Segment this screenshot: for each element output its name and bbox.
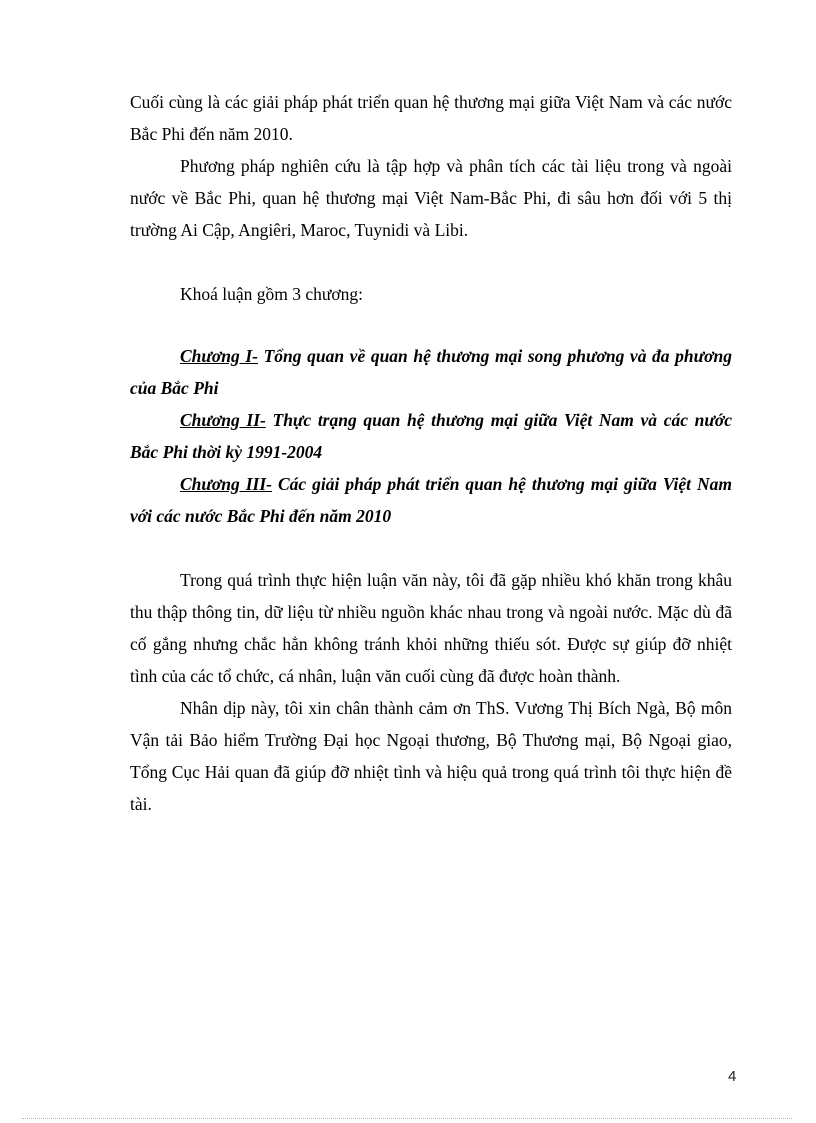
paragraph-acknowledgements: Nhân dịp này, tôi xin chân thành cảm ơn ThS. Vương Thị Bích Ngà, Bộ môn Vận tải Bảo hiểm Trường Đại học Ngoại thương, Bộ Thương mại, Bộ Ngoại giao, Tổng Cục Hải quan đã giúp đỡ nhiệt tình và hiệu quả trong quá trình tôi thực hiện đề tài. [130,698,732,814]
chapter-2-label: Chương II- [180,410,266,430]
paragraph-chapter-intro: Khoá luận gồm 3 chương: [180,284,364,304]
chapter-3-entry [130,468,732,532]
chapter-1-label: Chương I- [180,346,258,366]
chapter-1-entry [130,340,732,404]
page-number: 4 [728,1068,737,1085]
page-body [130,86,732,820]
chapter-3-label: Chương III- [180,474,273,494]
chapter-3-title: Các giải pháp phát triển quan hệ thương mại giữa Việt Nam với các nước Bắc Phi đến năm 2010 [130,474,732,526]
footer-divider [22,1118,792,1119]
paragraph-difficulties: Trong quá trình thực hiện luận văn này, tôi đã gặp nhiều khó khăn trong khâu thu thập thông tin, dữ liệu từ nhiều nguồn khác nhau trong và ngoài nước. Mặc dù đã cố gắng nhưng chắc hẳn không tránh khỏi những thiếu sót. Được sự giúp đỡ nhiệt tình của các tổ chức, cá nhân, luận văn cuối cùng đã được hoàn thành. [130,570,732,686]
paragraph-research-method: Phương pháp nghiên cứu là tập hợp và phân tích các tài liệu trong và ngoài nước về Bắc Phi, quan hệ thương mại Việt Nam-Bắc Phi, đi sâu hơn đối với 5 thị trường Ai Cập, Angiêri, Maroc, Tuynidi và Libi. [130,156,732,240]
chapter-2-title: Thực trạng quan hệ thương mại giữa Việt Nam và các nước Bắc Phi thời kỳ 1991-2004 [130,410,732,462]
chapter-2-entry [130,404,732,468]
paragraph-solutions-summary: Cuối cùng là các giải pháp phát triển quan hệ thương mại giữa Việt Nam và các nước Bắc Phi đến năm 2010. [130,92,732,144]
chapter-1-title: Tổng quan về quan hệ thương mại song phương và đa phương của Bắc Phi [130,346,732,398]
